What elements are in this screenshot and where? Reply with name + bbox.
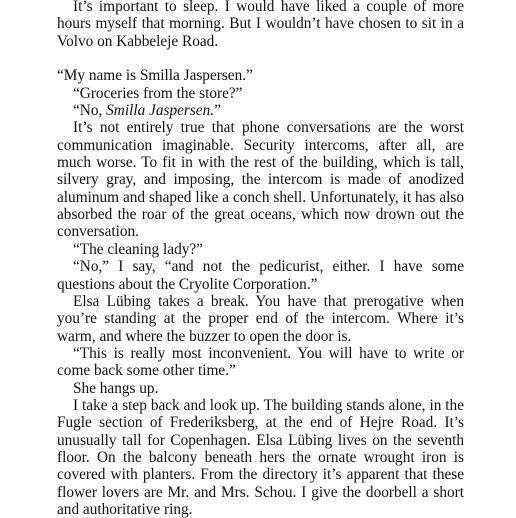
- section-break: [57, 50, 464, 67]
- paragraph-building: I take a step back and look up. The building stands alone, in the Fugle section of Frederiksberg, at the end of Hejre Road. It’s unusually tall for Copenhagen. Elsa Lübing lives on the seventh floor. On the balcony beneath hers the ornate wrought iron is covered with planters. From the directory it’s apparent that these flower lovers are Mr. and Mrs. Schou. I give the doorbell a short and authoritative ring.: [57, 396, 464, 518]
- paragraph-no-smilla: [57, 102, 464, 119]
- emphasized-name: Smilla Jaspersen.: [106, 102, 215, 120]
- paragraph-sleep: It’s important to sleep. I would have liked a couple of more hours myself that morning. But I wouldn’t have chosen to sit in a Volvo on Kabbeleje Road.: [57, 0, 464, 50]
- paragraph-intercom: It’s not entirely true that phone conversations are the worst communication imaginable. Security intercoms, after all, are much worse. To fit in with the rest of the building, which is tall, silvery gray, and imposing, the intercom is made of anodized aluminum and shaped like a conch shell. Unfortunately, it has also absorbed the roar of the great oceans, which now drown out the conversation.: [57, 119, 464, 241]
- paragraph-groceries: “Groceries from the store?”: [73, 84, 243, 102]
- paragraph-inconvenient: “This is really most inconvenient. You will have to write or come back some other time.”: [57, 344, 464, 380]
- paragraph-elsa-break: Elsa Lübing takes a break. You have that prerogative when you’re standing at the proper end of the intercom. Where it’s warm, and where the buzzer to open the door is.: [57, 292, 464, 345]
- book-page: [57, 0, 464, 518]
- paragraph-hangs-up: She hangs up.: [73, 379, 159, 397]
- paragraph-cleaning-lady: “The cleaning lady?”: [73, 240, 203, 258]
- quote-close: ”: [214, 102, 221, 120]
- paragraph-my-name: “My name is Smilla Jaspersen.”: [57, 67, 253, 85]
- quote-open: “No,: [73, 102, 107, 120]
- paragraph-pedicurist: “No,” I say, “and not the pedicurist, either. I have some questions about the Cryolite Corporation.”: [57, 258, 464, 293]
